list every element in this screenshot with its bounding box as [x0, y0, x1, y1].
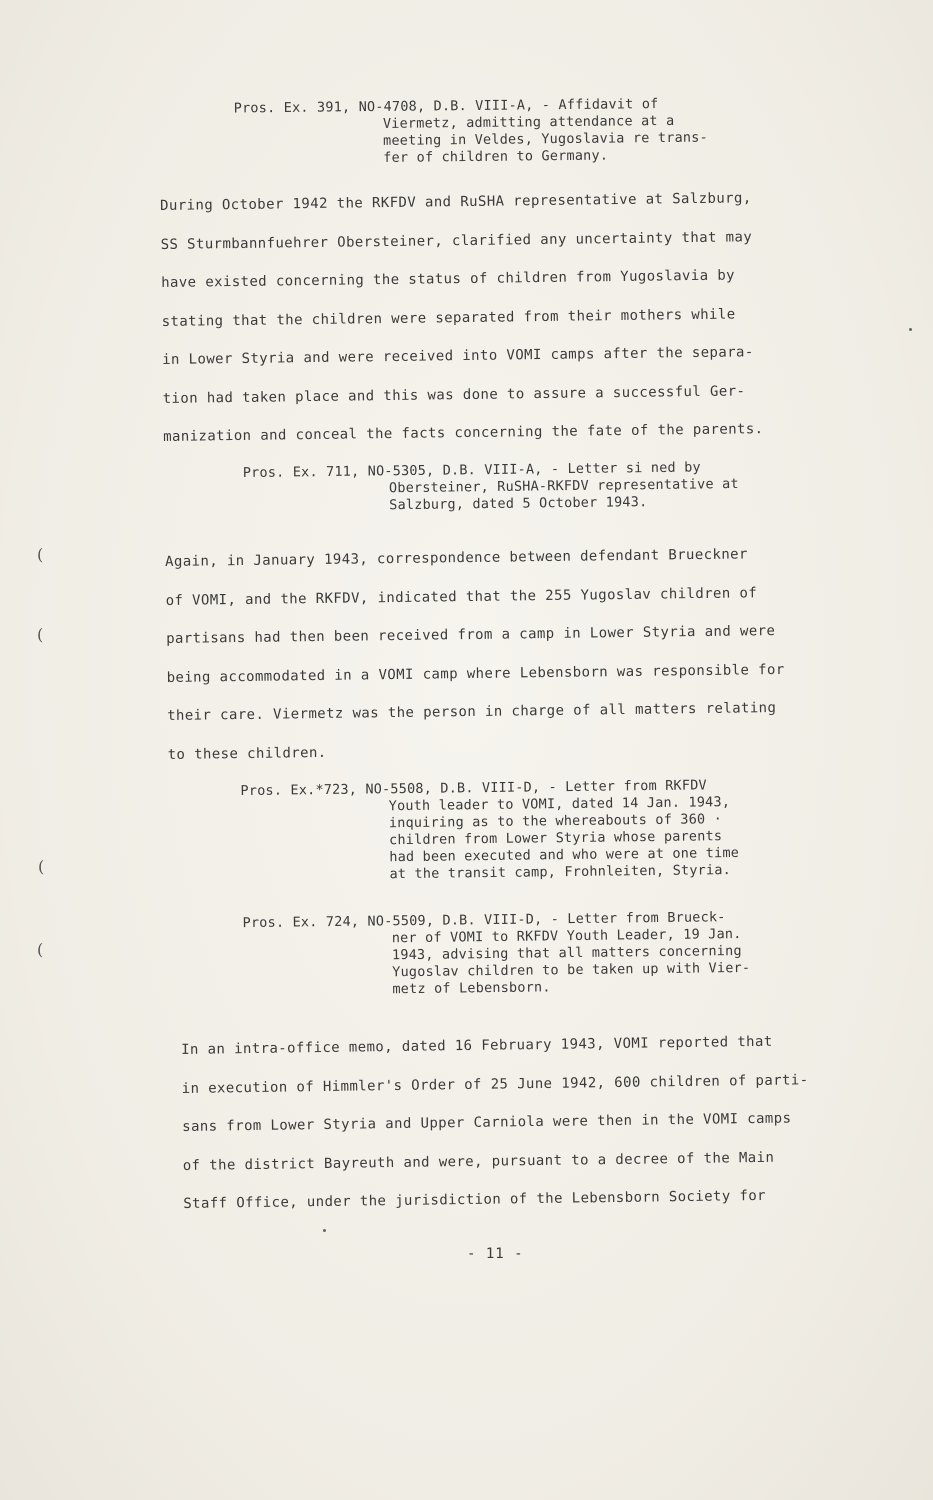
citation-line: Salzburg, dated 5 October 1943. — [389, 494, 648, 514]
citation-line: ner of VOMI to RKFDV Youth Leader, 19 Jan. — [391, 926, 742, 947]
citation-line: fer of children to Germany. — [383, 147, 609, 166]
ink-speck — [909, 328, 912, 331]
paragraph-line: tion had taken place and this was done to assure a successful Ger- — [162, 382, 746, 407]
citation-line: 1943, advising that all matters concerning — [391, 943, 742, 964]
exhibit-citation-723 — [240, 777, 739, 885]
margin-mark: ( — [38, 857, 45, 876]
paragraph-line: During October 1942 the RKFDV and RuSHA representative at Salzburg, — [160, 190, 752, 214]
citation-lead: Pros. Ex. 724, NO-5509, D.B. VIII-D, - Letter from Brueck- — [242, 909, 726, 932]
citation-lead: Pros. Ex. 711, NO-5305, D.B. VIII-A, - Letter si ned by — [242, 459, 701, 482]
margin-mark: ( — [37, 625, 44, 644]
citation-lead: Pros. Ex. 391, NO-4708, D.B. VIII-A, - Affidavit of — [233, 96, 659, 117]
body-paragraph-1 — [160, 188, 764, 465]
citation-line: meeting in Veldes, Yugoslavia re trans- — [383, 129, 708, 149]
paragraph-line: to these children. — [167, 744, 327, 763]
citation-line: at the transit camp, Frohnleiten, Styria. — [389, 862, 732, 883]
citation-line: had been executed and who were at one time — [389, 844, 740, 866]
paragraph-line: manization and conceal the facts concerning the fate of the parents. — [163, 421, 764, 445]
paragraph-line: being accommodated in a VOMI camp where Lebensborn was responsible for — [166, 661, 785, 686]
paragraph-line: in execution of Himmler's Order of 25 June 1942, 600 children of parti- — [181, 1071, 809, 1097]
citation-lead: Pros. Ex.*723, NO-5508, D.B. VIII-D, - Letter from RKFDV — [240, 777, 707, 800]
margin-mark: ( — [37, 940, 44, 959]
exhibit-citation-711 — [243, 459, 739, 516]
citation-line: children from Lower Styria whose parents — [389, 828, 723, 849]
citation-line: metz of Lebensborn. — [392, 979, 551, 998]
paragraph-line: SS Sturmbannfuehrer Obersteiner, clarified any uncertainty that may — [160, 228, 753, 253]
citation-line: inquiring as to the whereabouts of 360 · — [388, 811, 723, 832]
paragraph-line: In an intra-office memo, dated 16 February 1943, VOMI reported that — [181, 1033, 773, 1058]
paragraph-line: Staff Office, under the jurisdiction of the Lebensborn Society for — [183, 1187, 767, 1212]
citation-line: Viermetz, admitting attendance at a — [382, 112, 675, 132]
exhibit-citation-391 — [234, 96, 708, 169]
citation-line: Yugoslav children to be taken up with Vier- — [392, 959, 751, 981]
page-number: - 11 - — [467, 1246, 524, 1262]
paragraph-line: have existed concerning the status of children from Yugoslavia by — [161, 267, 736, 291]
paragraph-line: partisans had then been received from a camp in Lower Styria and were — [166, 623, 776, 647]
paragraph-line: in Lower Styria and were received into VOMI camps after the separa- — [162, 344, 754, 368]
paragraph-line: their care. Viermetz was the person in charge of all matters relating — [167, 700, 777, 724]
paragraph-line: of the district Bayreuth and were, pursuant to a decree of the Main — [182, 1149, 775, 1174]
paragraph-line: sans from Lower Styria and Upper Carniola were then in the VOMI camps — [182, 1110, 792, 1135]
body-paragraph-3 — [181, 1031, 810, 1232]
exhibit-citation-724 — [242, 909, 750, 1000]
paragraph-line: Again, in January 1943, correspondence between defendant Brueckner — [165, 546, 748, 570]
citation-line: Obersteiner, RuSHA-RKFDV representative at — [388, 475, 739, 497]
body-paragraph-2 — [165, 544, 786, 783]
paragraph-line: of VOMI, and the RKFDV, indicated that the 255 Yugoslav children of — [165, 584, 758, 609]
margin-mark: ( — [37, 545, 44, 564]
paragraph-line: stating that the children were separated from their mothers while — [161, 305, 736, 330]
ink-speck — [323, 1229, 326, 1232]
citation-line: Youth leader to VOMI, dated 14 Jan. 1943, — [388, 794, 731, 815]
